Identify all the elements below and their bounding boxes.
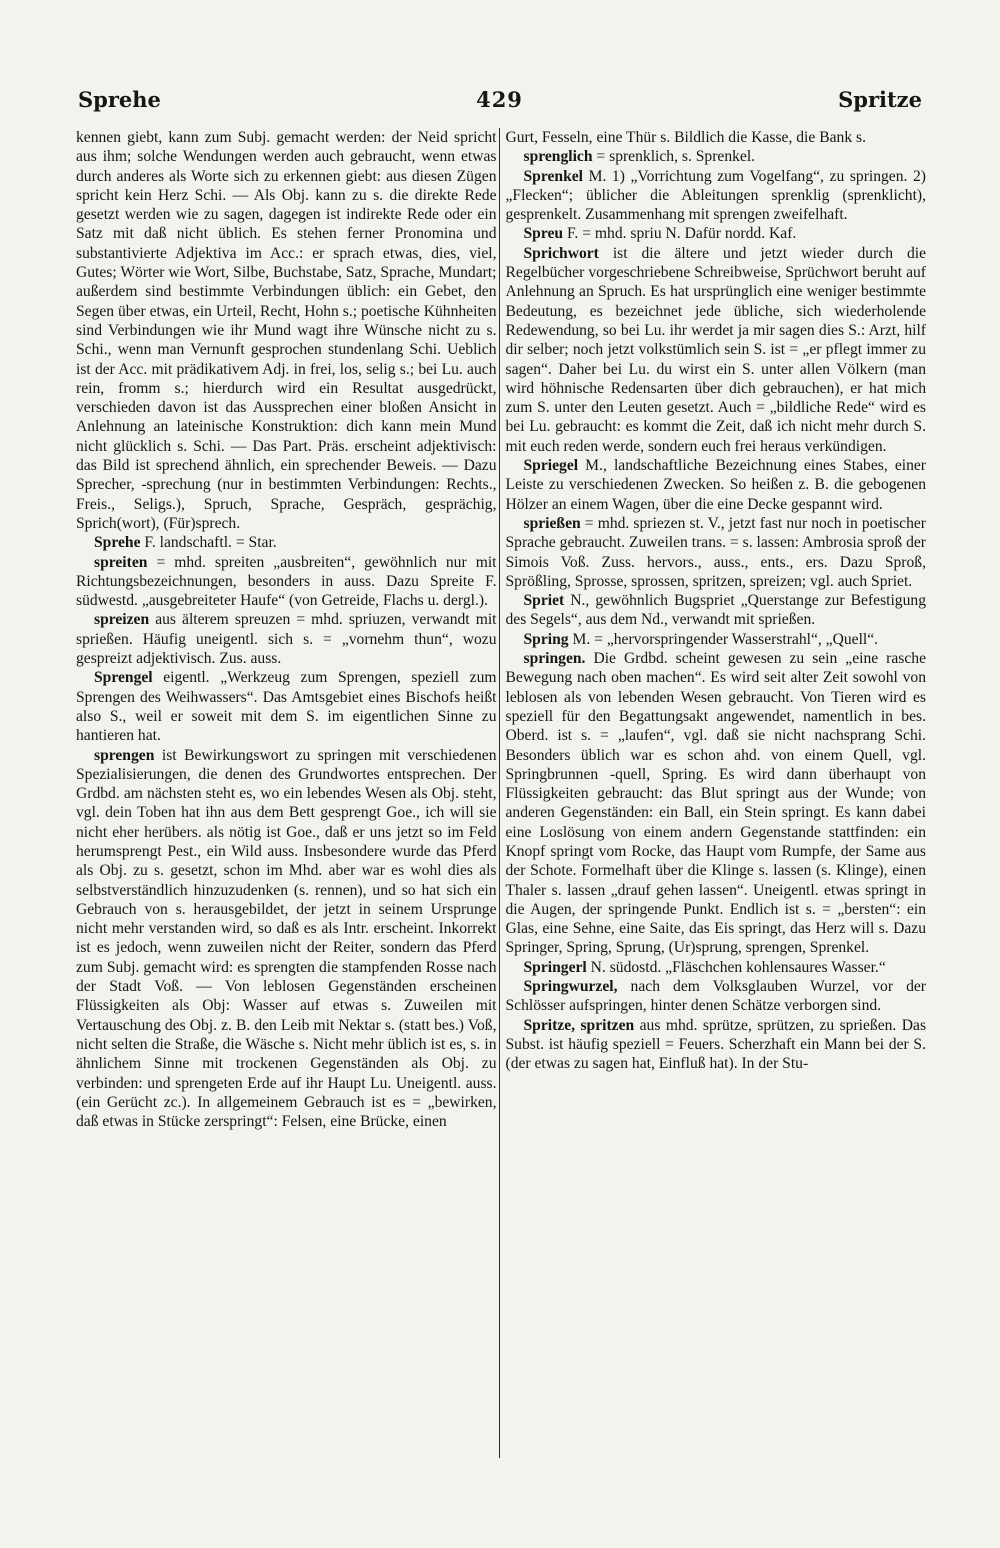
entry-headword: sprenglich: [523, 148, 593, 166]
entry-headword: sprießen: [523, 514, 581, 532]
dictionary-entry: [76, 668, 497, 745]
entry-headword: Sprenkel: [523, 167, 584, 185]
entry-body: = mhd. spreiten „ausbreiten“, gewöhnlich nur mit Richtungsbezeichnungen, besonders in auss. Dazu Spreite F. südwestd. „ausgebreiteter Haufe“ (von Getreide, Flachs u. dergl.).: [76, 553, 497, 610]
entry-headword: Springwurzel,: [523, 978, 618, 996]
entry-body: F. landschaftl. = Star.: [140, 534, 277, 552]
entry-body: F. = mhd. spriu N. Dafür nordd. Kaf.: [563, 225, 797, 243]
entry-headword: Spriegel: [523, 457, 579, 475]
page-number: 429: [476, 86, 523, 112]
continued-text: kennen giebt, kann zum Subj. gemacht werden: der Neid spricht aus ihm; solche Wendungen werden auch gebraucht, wenn etwas durch anderes als Worte sich zu erkennen giebt: aus diesen Zügen spricht kein Herz Schi. — Als Obj. kann zu s. die direkte Rede gesetzt werden wie zu sagen, dagegen ist indirekte Rede oder ein Satz mit daß nicht üblich. Es stehen ferner Pronomina und substantivierte Adjektiva im Acc.: er sprach etwas, dies, viel, Gutes; Wörter wie Wort, Silbe, Buchstabe, Satz, Sprache, Mundart; außerdem sind bestimmte Verbindungen üblich: ein Gebet, den Segen über etwas, ein Urteil, Recht, Hohn s.; poetische Kühnheiten sind Verbindungen wie ihr Mund wagt ihre Wünsche nicht zu s. Schi., wenn man Vernunft gesprochen stundenlang Schi. Ueblich ist der Acc. mit prädikativem Adj. in frei, los, selig s.; bei Lu. auch rein, fromm s.; hierdurch wird ein Resultat ausgedrückt, verschieden davon ist das Aussprechen einer bloßen Ansicht in Anlehnung an lateinische Konstruktion: dich kann mein Mund nicht glücklich s. Schi. — Das Part. Präs. erscheint adjektivisch: das Bild ist sprechend ähnlich, ein sprechender Beweis. — Dazu Sprecher, -sprechung (nur in bestimmten Verbindungen: Rechts., Freis., Seligs.), Spruch, Sprache, Gespräch, gesprächig, Sprich(wort), (Für)sprech.: [76, 129, 497, 532]
dictionary-entry: [506, 147, 927, 166]
dictionary-entry: [506, 649, 927, 958]
dictionary-entry: [76, 610, 497, 668]
entry-headword: Sprichwort: [523, 244, 599, 262]
entry-body: ist Bewirkungswort zu springen mit verschiedenen Spezialisierungen, die denen des Grundwortes entsprechen. Der Grdbd. am nächsten steht es, wo ein lebendes Wesen als Obj. steht, vgl. dein Toben hat ihn aus dem Bett gesprengt Goe., ich will sie nicht eher herübers. als nötig ist Goe., daß er uns jetzt so im Feld herumsprengt Pest., ein Wild auss. Insbesondere wurde das Pferd als Obj. zu s. gesetzt, schon im Mhd. aber war es wohl dies als selbstverständlich hinzuzudenken (s. rennen), und so hat sich ein Gebrauch von s. herausgebildet, der jetzt in seinem Ursprunge nicht mehr verstanden wird, so daß es als Intr. erscheint. Inkorrekt ist es jedoch, wenn zuweilen nicht der Reiter, sondern das Pferd zum Subj. gemacht wird: es sprengten die stampfenden Rosse nach der Stadt Voß. — Von leblosen Gegenständen erscheinen Flüssigkeiten als Obj: Wasser auf etwas s. Zuweilen mit Vertauschung des Obj. z. B. den Leib mit Nektar s. (statt bes.) Voß, nicht selten die Straße, die Wäsche s. Nicht mehr üblich ist es, s. in ähnlichem Sinne mit trockenen Gegenständen als Obj. zu verbinden: und sprengeten Erde auf ihr Haupt Lu. Uneigentl. auss. (ein Gerücht zc.). In allgemeinem Gebrauch ist es = „bewirken, daß etwas in Stücke zerspringt“: Felsen, eine Brücke, einen: [76, 746, 497, 1131]
dictionary-entry: [506, 977, 927, 1016]
entry-body: aus mhd. sprütze, sprützen, zu sprießen. Das Subst. ist häufig speziell = Feuers. Scherzhaft ein Mann bei der S. (der etwas zu sagen hat, Einfluß hat). In der Stu-: [505, 1016, 926, 1073]
dictionary-entry: [506, 514, 927, 591]
dictionary-entry: [76, 746, 497, 1132]
entry-headword: spreizen: [94, 611, 150, 629]
entry-headword: springen.: [523, 650, 586, 668]
entry-headword: sprengen: [94, 746, 155, 764]
entry-headword: Spring: [523, 630, 569, 648]
dictionary-entry: [506, 630, 927, 649]
entry-body: aus älterem spreuzen = mhd. spriuzen, verwandt mit sprießen. Häufig uneigentl. sich s. = „vornehm thun“, wozu gespreizt adjektivisch. Zus. auss.: [76, 611, 497, 668]
dictionary-entry: [76, 533, 497, 552]
entry-headword: Sprehe: [94, 534, 141, 552]
entry-body: eigentl. „Werkzeug zum Sprengen, speziell zum Sprengen des Weihwassers“. Das Amtsgebiet eines Bischofs heißt also S., weil er soweit mit dem S. im eigentlichen Sinne zu hantieren hat.: [76, 669, 497, 745]
entry-body: M., landschaftliche Bezeichnung eines Stabes, einer Leiste zu verschiedenen Zwecken. So heißen z. B. die gebogenen Hölzer an einem Wagen, über die eine Decke gespannt wird.: [505, 457, 926, 513]
text-columns: [76, 128, 926, 1458]
dictionary-entry: [76, 553, 497, 611]
entry-headword: Sprengel: [94, 669, 153, 687]
dictionary-entry: [506, 244, 927, 456]
entry-headword: Spriet: [523, 592, 565, 610]
dictionary-entry: [506, 224, 927, 243]
column-divider: [499, 128, 500, 1458]
header-right-catchword: Spritze: [838, 86, 922, 112]
right-column: [502, 128, 927, 1458]
entry-headword: Springerl: [523, 958, 587, 976]
header-left-catchword: Sprehe: [78, 86, 161, 112]
entry-body: N. südostd. „Fläschchen kohlensaures Wasser.“: [586, 958, 886, 976]
dictionary-entry: [506, 958, 927, 977]
entry-body: nach dem Volksglauben Wurzel, vor der Schlösser aufspringen, hinter denen Schätze verborgen sind.: [505, 978, 926, 1015]
entry-body: = mhd. spriezen st. V., jetzt fast nur noch in poetischer Sprache gebraucht. Zuweilen trans. = s. lassen: Ambrosia sproß der Simois Voß. Zuss. hervors., auss., ents., ers. Dazu Sproß, Sprößling, Sprosse, sprossen, spritzen, spreizen; vgl. auch Spriet.: [505, 514, 926, 590]
left-column: [76, 128, 497, 1458]
continued-text: Gurt, Fesseln, eine Thür s. Bildlich die Kasse, die Bank s.: [505, 129, 866, 146]
running-head: [78, 84, 922, 114]
entry-headword: Spreu: [523, 225, 564, 243]
entry-body: M. 1) „Vorrichtung zum Vogelfang“, zu springen. 2) „Flecken“; üblicher die Ableitungen sprenklig (sprenklicht), gesprenkelt. Zusammenhang mit sprengen zweifelhaft.: [505, 167, 926, 224]
entry-headword: spreiten: [94, 553, 148, 571]
dictionary-entry: [506, 591, 927, 630]
entry-body: = sprenklich, s. Sprenkel.: [592, 148, 756, 166]
entry-body: Die Grdbd. scheint gewesen zu sein „eine rasche Bewegung nach oben machen“. Es wird seit alter Zeit sowohl von leblosen als von lebenden Wesen gebraucht. Von Tieren wird es speziell für den Begattungsakt angewendet, namentlich in bes. Oberd. ist s. = „laufen“, vgl. daß sie nicht nachsprang Schi. Besonders üblich war es schon ahd. von einem Quell, vgl. Springbrunnen -quell, Spring. Es wird dann überhaupt von Flüssigkeiten gebraucht: das Blut springt aus der Wunde; von anderen Gegenständen: ein Ball, ein Stein springt. Es kann dabei eine Loslösung von einem andern Gegenstande stattfinden: ein Knopf springt vom Rocke, das Haupt vom Rumpfe, der Same aus der Schote. Formelhaft über die Klinge s. lassen (s. Klinge), einen Thaler s. lassen „drauf gehen lassen“. Uneigentl. etwas springt in die Augen, der springende Punkt. Endlich ist s. = „bersten“: ein Glas, eine Sehne, eine Saite, das Eis springt, das Herz will s. Dazu Springer, Spring, Sprung, (Ur)sprung, sprengen, Sprenkel.: [505, 650, 926, 957]
dictionary-entry: [506, 456, 927, 514]
entry-body: M. = „hervorspringender Wasserstrahl“, „Quell“.: [568, 630, 879, 648]
entry-body: N., gewöhnlich Bugspriet „Querstange zur Befestigung des Segels“, aus dem Nd., verwandt mit sprießen.: [505, 592, 926, 629]
dictionary-entry: [506, 1016, 927, 1074]
dictionary-entry: [506, 167, 927, 225]
entry-headword: Spritze, spritzen: [523, 1016, 635, 1034]
entry-body: ist die ältere und jetzt wieder durch die Regelbücher vorgeschriebene Schreibweise, Sprüchwort beruht auf Anlehnung an Spruch. Es hat ursprünglich eine weniger bestimmte Bedeutung, es bezeichnet jede übliche, sich wiederholende Redewendung, so bei Lu. ihr werdet ja mir sagen dies S.: Arzt, hilf dir selber; noch jetzt volkstümlich sein S. ist = „er pflegt immer zu sagen“. Daher bei Lu. du wirst ein S. unter allen Völkern (man wird höhnische Redensarten über dich gebrauchen), er hat mich zum S. unter den Leuten gesetzt. Auch = „bildliche Rede“ wird es bei Lu. gebraucht: es kommt die Zeit, daß ich nicht mehr durch S. mit euch reden werde, sondern euch frei heraus verkündigen.: [505, 244, 926, 455]
